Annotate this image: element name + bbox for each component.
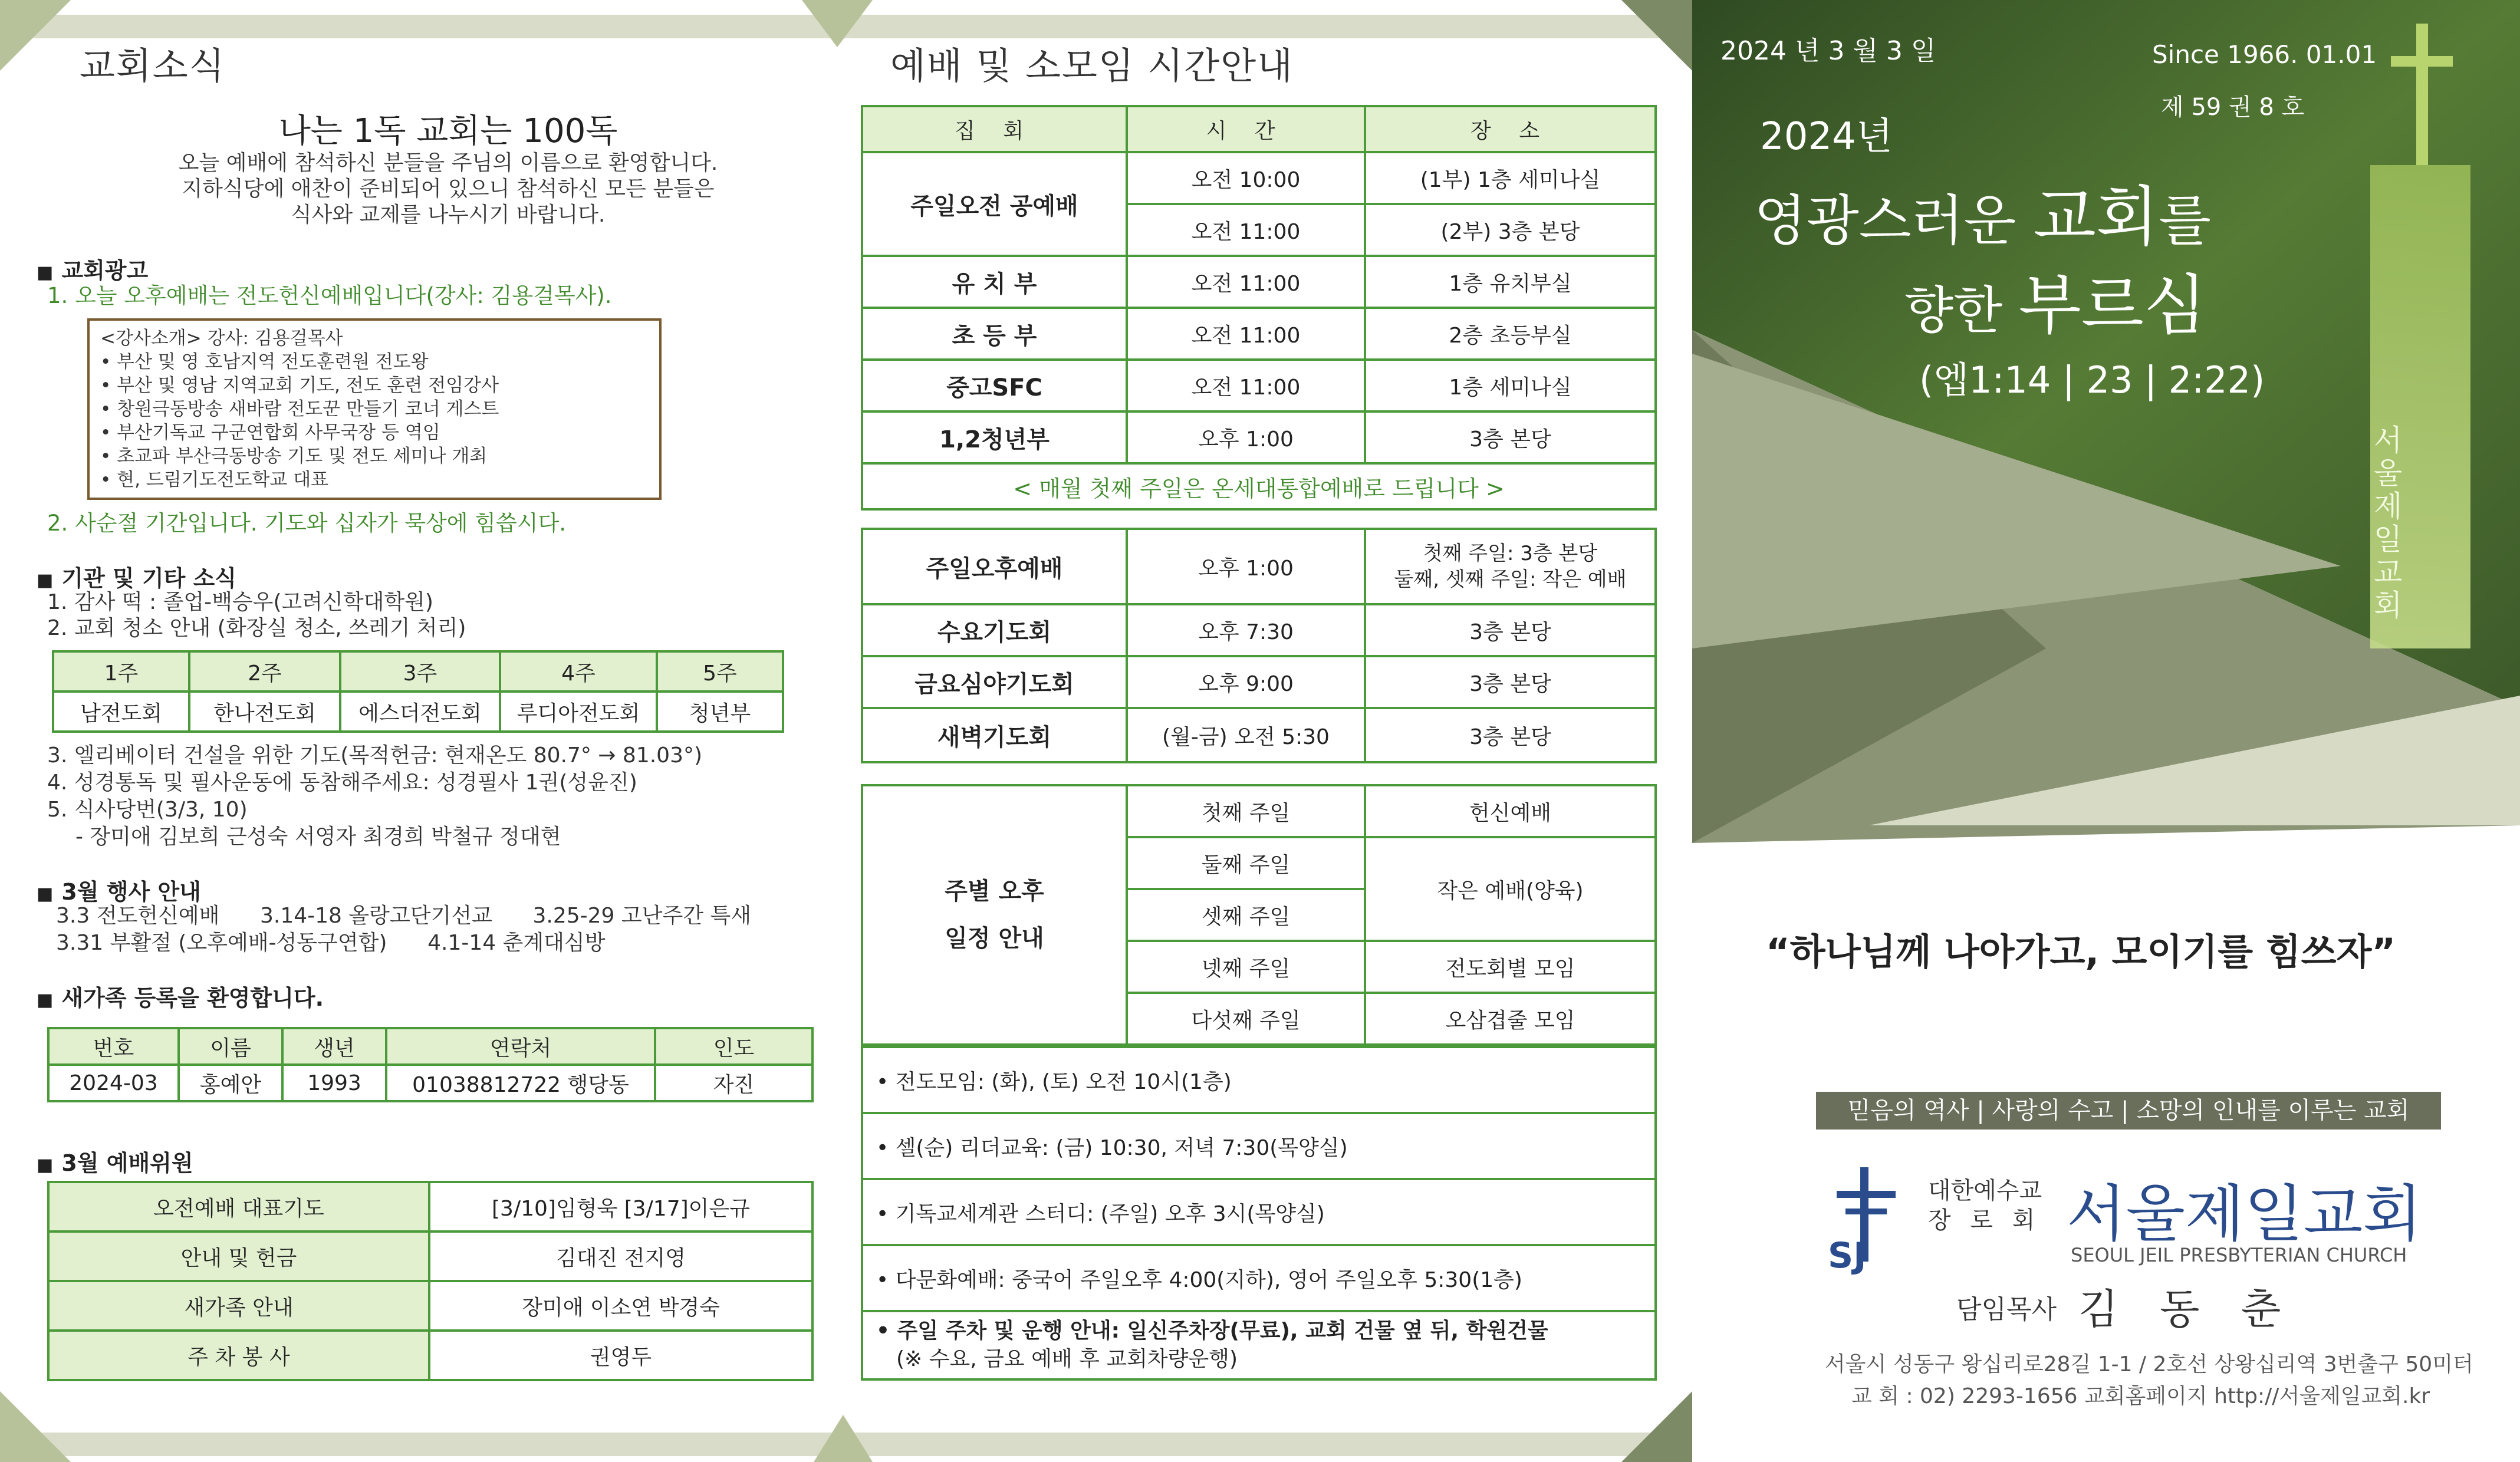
pastor-label: 담임목사 xyxy=(1956,1295,2057,1325)
org-3: 3. 엘리베이터 건설을 위한 기도(목적헌금: 현재온도 80.7° → 81.03°) xyxy=(47,743,703,768)
newfam-header: 생년 xyxy=(282,1028,386,1065)
org-heading: ■ 기관 및 기타 소식 xyxy=(37,560,236,592)
sched-time: 오전 11:00 xyxy=(1127,256,1365,308)
clean-value: 에스더전도회 xyxy=(340,692,500,732)
sched-place: 1층 세미나실 xyxy=(1365,360,1656,411)
week-label: 셋째 주일 xyxy=(1127,889,1365,941)
pm-place-line: 둘째, 셋째 주일: 작은 예배 xyxy=(1394,568,1627,591)
monthly-note: < 매월 첫째 주일은 온세대통합예배로 드립니다 > xyxy=(862,463,1656,509)
cover-since: Since 1966. 01.01 xyxy=(2152,40,2377,69)
parking-line: (※ 수요, 금요 예배 후 교회차량운행) xyxy=(896,1347,1238,1371)
notice-line: • 다문화예배: 중국어 주일오후 4:00(지하), 영어 주일오후 5:30(1층) xyxy=(862,1245,1656,1311)
denomination-line: 장 로 회 xyxy=(1928,1207,2041,1234)
newfam-table xyxy=(47,1027,814,1102)
sched-place: 3층 본당 xyxy=(1365,411,1656,463)
weekly-table xyxy=(861,784,1657,1046)
parking-notice xyxy=(862,1311,1656,1379)
sched-name: 1,2청년부 xyxy=(862,411,1127,463)
ad-2: 2. 사순절 기간입니다. 기도와 십자가 묵상에 힘씁시다. xyxy=(47,511,566,536)
sched-header: 시 간 xyxy=(1127,106,1365,152)
newfam-header: 이름 xyxy=(179,1028,282,1065)
sched-name: 금요심야기도회 xyxy=(862,656,1127,708)
welcome-text xyxy=(94,150,802,228)
logo-letters: SJ xyxy=(1828,1235,1867,1276)
weekly-label-line: 주별 오후 xyxy=(945,878,1044,905)
center-bottom-triangle xyxy=(814,1415,873,1462)
sched-name: 중고SFC xyxy=(862,360,1127,411)
welcome-title: 나는 1독 교회는 100독 xyxy=(278,112,618,150)
sched-time: 오후 7:30 xyxy=(1127,604,1365,656)
worship-person: [3/10]임형욱 [3/17]이은규 xyxy=(429,1182,812,1231)
title-1a: 영광스러운 xyxy=(1754,189,2034,252)
clean-value: 루디아전도회 xyxy=(500,692,657,732)
schedule-table-1 xyxy=(861,105,1657,511)
worship-person: 권영두 xyxy=(429,1331,812,1380)
clean-value: 남전도회 xyxy=(53,692,189,732)
pm-place-line: 첫째 주일: 3층 본당 xyxy=(1423,542,1598,565)
title-2a: 향한 xyxy=(1904,281,2019,340)
org-5-detail: - 장미애 김보희 근성숙 서영자 최경희 박철규 정대현 xyxy=(75,825,561,849)
sched-time: (월-금) 오전 5:30 xyxy=(1127,708,1365,762)
org-5: 5. 식사당번(3/3, 10) xyxy=(47,798,248,822)
week-activity: 오삼겹줄 모임 xyxy=(1365,993,1656,1045)
newfam-heading: ■ 새가족 등록을 환영합니다. xyxy=(37,980,324,1012)
sched-time: 오전 11:00 xyxy=(1127,204,1365,256)
sched-place: 1층 유치부실 xyxy=(1365,256,1656,308)
clean-value: 청년부 xyxy=(657,692,783,732)
newfam-header: 번호 xyxy=(48,1028,179,1065)
cover-date: 2024 년 3 월 3 일 xyxy=(1720,36,1936,66)
church-address: 서울시 성동구 왕십리로28길 1-1 / 2호선 상왕십리역 3번출구 50미터 xyxy=(1825,1352,2473,1377)
tower-text: 서울제일교회 xyxy=(2368,424,2403,623)
sched-place: 2층 초등부실 xyxy=(1365,308,1656,360)
sched-name: 유 치 부 xyxy=(862,256,1127,308)
mid-right-triangle-top xyxy=(1621,0,1692,71)
lecturer-line: • 부산 및 영 호남지역 전도훈련원 전도왕 xyxy=(100,351,429,373)
sched-place: 3층 본당 xyxy=(1365,604,1656,656)
worship-person: 김대진 전지영 xyxy=(429,1231,812,1281)
worship-role: 오전예배 대표기도 xyxy=(48,1182,429,1231)
week-label: 넷째 주일 xyxy=(1127,941,1365,993)
church-contact: 교 회 : 02) 2293-1656 교회홈페이지 http://서울제일교회.kr xyxy=(1851,1384,2430,1408)
lecturer-line: • 현, 드림기도전도학교 대표 xyxy=(100,469,329,490)
title-1c: 를 xyxy=(2159,189,2212,252)
weekly-label xyxy=(862,785,1127,1045)
worship-role: 주 차 봉 사 xyxy=(48,1331,429,1380)
sched-place: (1부) 1층 세미나실 xyxy=(1365,152,1656,204)
church-name: 서울제일교회 xyxy=(2067,1178,2422,1250)
sched-place: (2부) 3층 본당 xyxy=(1365,204,1656,256)
sched-time: 오전 10:00 xyxy=(1127,152,1365,204)
cover-verse: (엡1:14 | 23 | 2:22) xyxy=(1919,358,2265,401)
newfam-cell: 홍예안 xyxy=(179,1065,282,1101)
mid-right-triangle-bottom xyxy=(1621,1391,1692,1462)
welcome-line: 오늘 예배에 참석하신 분들을 주님의 이름으로 환영합니다. xyxy=(178,151,718,175)
clean-header: 1주 xyxy=(53,651,189,692)
denomination-line: 대한예수교 xyxy=(1928,1177,2042,1204)
newfam-cell: 2024-03 xyxy=(48,1065,179,1101)
lecturer-line: • 창원극동방송 새바람 전도꾼 만들기 코너 게스트 xyxy=(100,399,499,420)
church-banner: 믿음의 역사 | 사랑의 수고 | 소망의 인내를 이루는 교회 xyxy=(1816,1092,2441,1130)
denomination xyxy=(1928,1176,2042,1235)
notice-line: • 전도모임: (화), (토) 오전 10시(1층) xyxy=(862,1047,1656,1113)
sched-place: 3층 본당 xyxy=(1365,708,1656,762)
sched-name-sunday-am: 주일오전 공예배 xyxy=(862,152,1127,256)
welcome-line: 식사와 교제를 나누시기 바랍니다. xyxy=(291,203,606,227)
newfam-header: 연락처 xyxy=(386,1028,655,1065)
clean-header: 4주 xyxy=(500,651,657,692)
org-1: 1. 감사 떡 : 졸업-백승우(고려신학대학원) xyxy=(47,590,433,614)
pastor-name: 김 동 춘 xyxy=(2078,1285,2295,1333)
middle-heading: 예배 및 소모임 시간안내 xyxy=(890,44,1294,87)
sched-name: 새벽기도회 xyxy=(862,708,1127,762)
sched-name-sunday-pm: 주일오후예배 xyxy=(862,529,1127,604)
lecturer-box xyxy=(87,318,662,500)
week-activity: 전도회별 모임 xyxy=(1365,941,1656,993)
cover-year: 2024년 xyxy=(1760,115,1893,159)
left-heading: 교회소식 xyxy=(80,44,226,87)
sched-time: 오후 1:00 xyxy=(1127,411,1365,463)
week-label: 둘째 주일 xyxy=(1127,837,1365,889)
lecturer-line: <강사소개> 강사: 김용걸목사 xyxy=(100,328,343,349)
lecturer-line: • 부산기독교 구군연합회 사무국장 등 역임 xyxy=(100,422,440,443)
top-left-triangle xyxy=(0,0,71,71)
sched-header: 집 회 xyxy=(862,106,1127,152)
newfam-cell: 자진 xyxy=(655,1065,812,1101)
welcome-line: 지하식당에 애찬이 준비되어 있으니 참석하신 모든 분들은 xyxy=(182,177,715,201)
clean-header: 2주 xyxy=(189,651,340,692)
clean-header: 3주 xyxy=(340,651,500,692)
ad-1: 1. 오늘 오후예배는 전도헌신예배입니다(강사: 김용걸목사). xyxy=(47,283,612,308)
sched-place xyxy=(1365,529,1656,604)
cover-title-2 xyxy=(1904,253,2206,347)
ads-heading: ■ 교회광고 xyxy=(37,252,148,285)
worship-role: 새가족 안내 xyxy=(48,1281,429,1331)
week-activity: 헌신예배 xyxy=(1365,785,1656,837)
clean-value: 한나전도회 xyxy=(189,692,340,732)
lecturer-line: • 초교파 부산극동방송 기도 및 전도 세미나 개최 xyxy=(100,446,488,467)
sched-header: 장 소 xyxy=(1365,106,1656,152)
lecturer-line: • 부산 및 영남 지역교회 기도, 전도 훈련 전임강사 xyxy=(100,375,499,396)
bottom-left-triangle xyxy=(0,1391,71,1462)
notice-line: • 기독교세계관 스터디: (주일) 오후 3시(목양실) xyxy=(862,1179,1656,1245)
title-2b: 부르심 xyxy=(2018,268,2207,343)
newfam-cell: 01038812722 행당동 xyxy=(386,1065,655,1101)
week-label: 첫째 주일 xyxy=(1127,785,1365,837)
parking-line: • 주일 주차 및 운행 안내: 일신주차장(무료), 교회 건물 옆 뒤, 학원건물 xyxy=(876,1319,1548,1343)
worship-role: 안내 및 헌금 xyxy=(48,1231,429,1281)
cover-motto: “하나님께 나아가고, 모이기를 힘쓰자” xyxy=(1766,930,2396,973)
week-activity: 작은 예배(양육) xyxy=(1365,837,1656,941)
schedule-table-2 xyxy=(861,528,1657,763)
church-english-name: SEOUL JEIL PRESBYTERIAN CHURCH xyxy=(2071,1244,2407,1266)
sched-time: 오후 9:00 xyxy=(1127,656,1365,708)
worship-heading: ■ 3월 예배위원 xyxy=(37,1145,193,1177)
sched-time: 오후 1:00 xyxy=(1127,529,1365,604)
worship-person: 장미애 이소연 박경숙 xyxy=(429,1281,812,1331)
center-top-triangle xyxy=(802,0,873,47)
weekly-label-line: 일정 안내 xyxy=(945,925,1044,952)
sched-place: 3층 본당 xyxy=(1365,656,1656,708)
org-4: 4. 성경통독 및 필사운동에 동참해주세요: 성경필사 1권(성윤진) xyxy=(47,770,637,795)
worship-table xyxy=(47,1181,814,1381)
week-label: 다섯째 주일 xyxy=(1127,993,1365,1045)
cover-volume: 제 59 권 8 호 xyxy=(2161,94,2305,121)
march-line-2: 3.31 부활절 (오후예배-성동구연합) 4.1-14 춘계대심방 xyxy=(56,931,606,955)
sched-name: 초 등 부 xyxy=(862,308,1127,360)
cover-title-1 xyxy=(1754,165,2211,258)
title-1b: 교회 xyxy=(2033,179,2159,255)
sched-name: 수요기도회 xyxy=(862,604,1127,656)
notice-line: • 셀(순) 리더교육: (금) 10:30, 저녁 7:30(목양실) xyxy=(862,1113,1656,1179)
org-2: 2. 교회 청소 안내 (화장실 청소, 쓰레기 처리) xyxy=(47,616,466,640)
march-heading: ■ 3월 행사 안내 xyxy=(37,874,201,906)
notice-table xyxy=(861,1046,1657,1381)
clean-header: 5주 xyxy=(657,651,783,692)
sched-time: 오전 11:00 xyxy=(1127,360,1365,411)
march-line-1: 3.3 전도헌신예배 3.14-18 올랑고단기선교 3.25-29 고난주간 특새 xyxy=(56,904,752,928)
newfam-header: 인도 xyxy=(655,1028,812,1065)
sched-time: 오전 11:00 xyxy=(1127,308,1365,360)
newfam-cell: 1993 xyxy=(282,1065,386,1101)
cleaning-table xyxy=(52,650,784,733)
